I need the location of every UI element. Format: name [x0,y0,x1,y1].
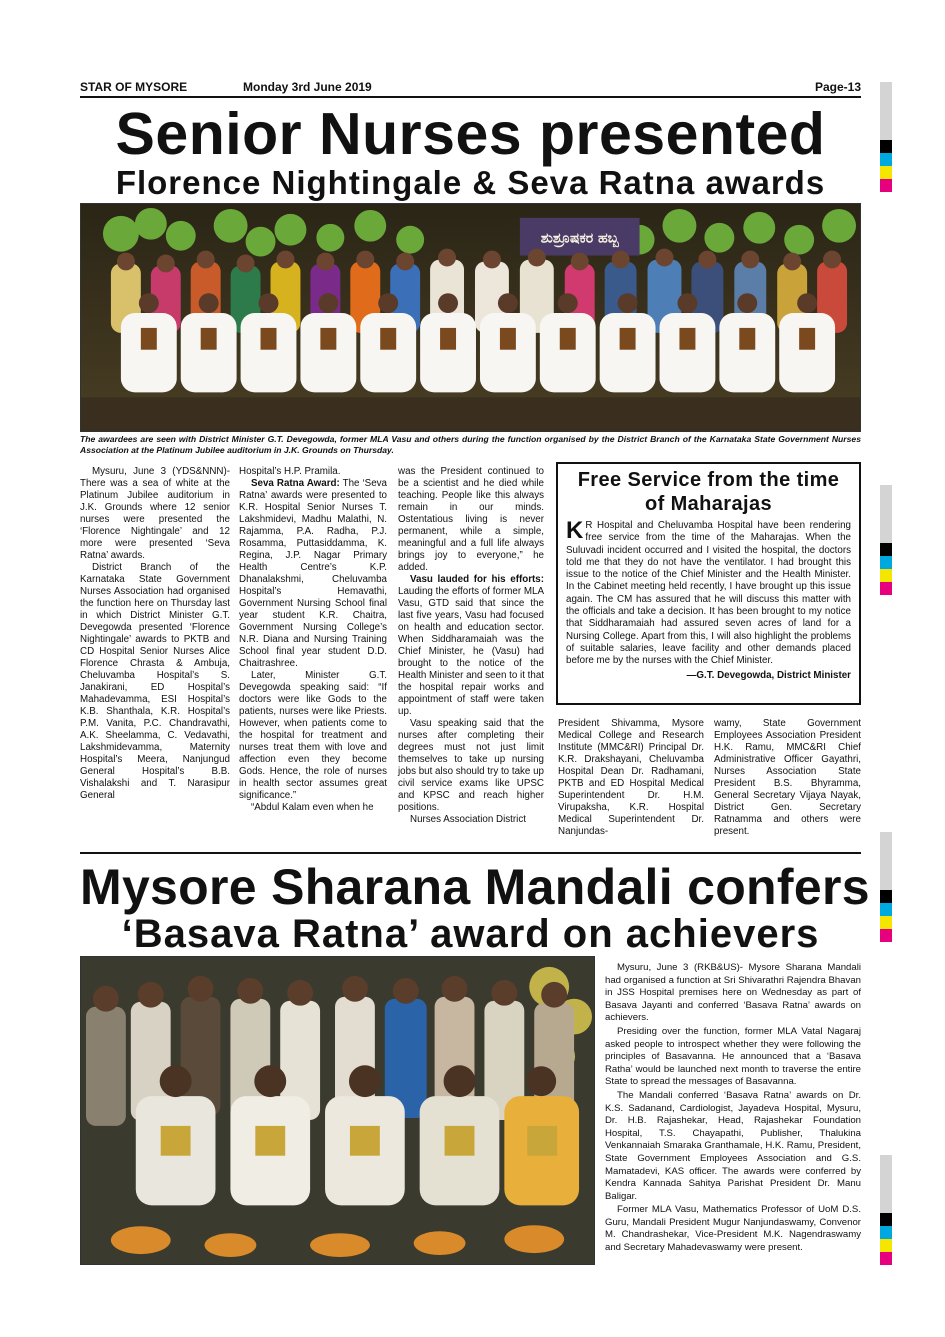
swatch-black [880,1213,892,1226]
registration-grey [880,1155,892,1213]
drop-cap: K [566,517,584,544]
story1-headline: Senior Nurses presented [115,101,826,167]
article-paragraph: Later, Minister G.T. Devegowda speaking said: “If doctors were like Gods to the patients, nurses were like Priests. However, when patients come to the hospital for treatment and nurses treat them with love and affection even they become Gods. Hence, the role of nurses in health sector assumes great significance.” [239,670,387,801]
subhead-vasu-lauded: Vasu lauded for his efforts: [410,574,544,585]
photo-caption: The awardees are seen with District Minister G.T. Devegowda, former MLA Vasu and others during the function organised by the District Branch of the Karnataka State Government Nurses Association at the Platinum Jubilee auditorium in J.K. Grounds on Thursday. [80,434,861,455]
registration-strip [880,82,892,192]
story1-column-5 [714,718,861,838]
swatch-yellow [880,916,892,929]
sidebar-signature: —G.T. Devegowda, District Minister [686,669,851,681]
swatch-magenta [880,1252,892,1265]
swatch-magenta [880,179,892,192]
article-paragraph: Hospital’s H.P. Pramila. [239,466,341,477]
swatch-black [880,140,892,153]
swatch-cyan [880,1226,892,1239]
registration-grey [880,82,892,140]
masthead [80,78,861,98]
registration-grey [880,832,892,890]
article-paragraph: Vasu speaking said that the nurses after completing their degrees must not just limit themselves to take up nursing jobs but also should try to take up civil service exams like UPSC and KPSC and reach higher positions. [398,718,544,813]
article-paragraph: “Abdul Kalam even when he [251,802,374,813]
nurses-photo-illustration [81,204,860,431]
issue-date: Monday 3rd June 2019 [243,80,372,94]
swatch-yellow [880,569,892,582]
section-divider [80,852,861,854]
swatch-cyan [880,903,892,916]
registration-strip [880,485,892,595]
article-paragraph: Nurses Association District [410,814,526,825]
story2-column [605,962,861,1256]
registration-strip [880,1155,892,1265]
registration-strip [880,832,892,942]
article-paragraph: The Mandali conferred ‘Basava Ratna’ awards on Dr. K.S. Sadanand, Cardiologist, Jayadeva Hospital, Mysuru, Dr. H.B. Rajashekar, Head, Rajashekar Foundation Hospital, T.S. Chayapathi, Publisher, Thalukina Venkannaiah Smaraka Granthamale, H.K. Ramu, President, State Government Employees Association and G.S. Mamatadevi, KAS officer. The awards were conferred by Kendra Kannada Sahitya Parishat President Dr. Manu Baligar. [605,1089,861,1202]
swatch-magenta [880,582,892,595]
swatch-cyan [880,153,892,166]
article-paragraph: was the President continued to be a scientist and he died while teaching. People like this always remain in our minds. Ostentatious living is never permanent, while a simple, meaningful and a full life always brings joy to everyone,” he added. [398,466,544,573]
article-paragraph: Vasu lauded for his efforts: Lauding the efforts of former MLA Vasu, GTD said that since the last five years, Vasu had focused on health and education sector. When Siddharamaiah was the Chief Minister, he (Vasu) had brought to the notice of the Health Minister and seen to it that the hospital repair works and appointment of staff were taken up. [398,574,544,717]
swatch-yellow [880,166,892,179]
story2-headline: Mysore Sharana Mandali confers [80,859,870,915]
story1-column-3 [398,466,544,826]
story2-subhead: ‘Basava Ratna’ award on achievers [121,912,820,956]
article-paragraph: Mysuru, June 3 (RKB&US)- Mysore Sharana Mandali had organised a function at Sri Shivarathri Rajendra Bhavan in JSS Hospital premises here on Wednesday as part of Basava Jayanti and conferred ‘Basava Ratna’ awards on achievers. [605,962,861,1024]
nurses-award-photo [80,203,861,432]
quote-sidebar [556,462,861,705]
article-paragraph: Presiding over the function, former MLA Vatal Nagaraj asked people to introspect whether they were following the principles of Basavanna. He announced that a ‘Basava Ratha’ would be launched next month to traverse the entire State to spread the messages of Basavanna. [605,1025,861,1088]
photo-stage-banner: ಶುಶ್ರೂಷಕರ ಹಬ್ಬ [540,230,619,247]
swatch-magenta [880,929,892,942]
sidebar-body: K R Hospital and Cheluvamba Hospital have been rendering free service from the time of the Maharajas. When the Suluvadi incident occurred and I visited the hospital, the doctors told me that they do not have the ventilator. I had brought this issue to the notice of the Chief Minister and the Health Minister. In the Cabinet meeting held recently, I have brought up this issue again. The CM has assured that he will discuss this matter with the officials and take a decision. It has been brought to my notice that Siddharamaiah had assured seven acres of land for a Nursing College. Apart from this, I will also highlight the problems of suitable salaries, leave facility and other demands placed before me by the nurses with the Chief Minister. [566,517,851,667]
article-paragraph: wamy, State Government Employees Association President H.K. Ramu, MMC&RI Chief Administrative Officer Gayathri, Nurses Association State President B.S. Bhyramma, General Secretary Vijaya Nayak, District Gen. Secretary Ratnamma and others were present. [714,718,861,837]
registration-grey [880,485,892,543]
article-paragraph: Seva Ratna Award: The ‘Seva Ratna’ awards were presented to K.R. Hospital Senior Nurses T. Lakshmidevi, Madhu Malathi, N. Rajamma, P.A. Radha, P.J. Rosamma, Puttasiddamma, K. Regina, J.P. Nagar Primary Health Centre’s K.P. Dhanalakshmi, Cheluvamba Hospital’s Hemavathi, Government Nursing School final year student K.R. Chaitra, Government Nursing College’s N.R. Diana and Nursing Training School final year student D.D. Chaitrashree. [239,478,387,669]
swatch-black [880,890,892,903]
article-paragraph: Mysuru, June 3 (YDS&NNN)- There was a sea of white at the Platinum Jubilee auditorium in J.K. Grounds where 12 senior nurses were presented the ‘Florence Nightingale’ and 12 more were presented ‘Seva Ratna’ awards. [80,466,230,561]
page-number: Page-13 [814,80,861,94]
swatch-cyan [880,556,892,569]
article-paragraph: President Shivamma, Mysore Medical College and Research Institute (MMC&RI) Principal Dr. K.R. Drakshayani, Cheluvamba Hospital Dean Dr. Radhamani, PKTB and ED Hospital Medical Superintendent Dr. H.M. Virupaksha, K.R. Hospital Medical Superintendent Dr. Nanjundas- [558,718,704,837]
basava-ratna-photo [80,956,595,1265]
swatch-yellow [880,1239,892,1252]
newspaper-name: STAR OF MYSORE [80,80,188,94]
basava-photo-illustration [81,957,594,1264]
sidebar-title: Free Service from the time of Maharajas [577,469,840,515]
story1-column-2 [239,466,387,814]
article-paragraph: Former MLA Vasu, Mathematics Professor of UoM D.S. Guru, Mandali President Mugur Nanjundaswamy, Convenor M. Chandrashekar, Vice-President M.K. Nagendraswamy and Secretary Mahadevaswamy were present. [605,1204,861,1254]
story1-column-1 [80,466,230,802]
subhead-seva-ratna: Seva Ratna Award: [251,478,340,489]
story1-subhead: Florence Nightingale & Seva Ratna awards [115,164,826,201]
swatch-black [880,543,892,556]
article-paragraph: District Branch of the Karnataka State Government Nurses Association had organised the function here on Thursday last in which District Minister G.T. Devegowda presented ‘Florence Nightingale’ awards to PKTB and CD Hospital Senior Nurses Alice Florence Chrasta & Ambuja, Cheluvamba Hospital’s S. Janakirani, ED Hospital’s Mahadevamma, ESI Hospital’s K.B. Shanthala, K.R. Hospital’s P.M. Vanita, P.C. Chandravathi, A.K. Sheelamma, C. Vedavathi, Lakshmidevamma, Maternity Hospital’s Meera, Nanjungud General Hospital’s B.B. Vishalakshi and T. Narasipur General [80,562,230,801]
story1-column-4 [558,718,704,838]
